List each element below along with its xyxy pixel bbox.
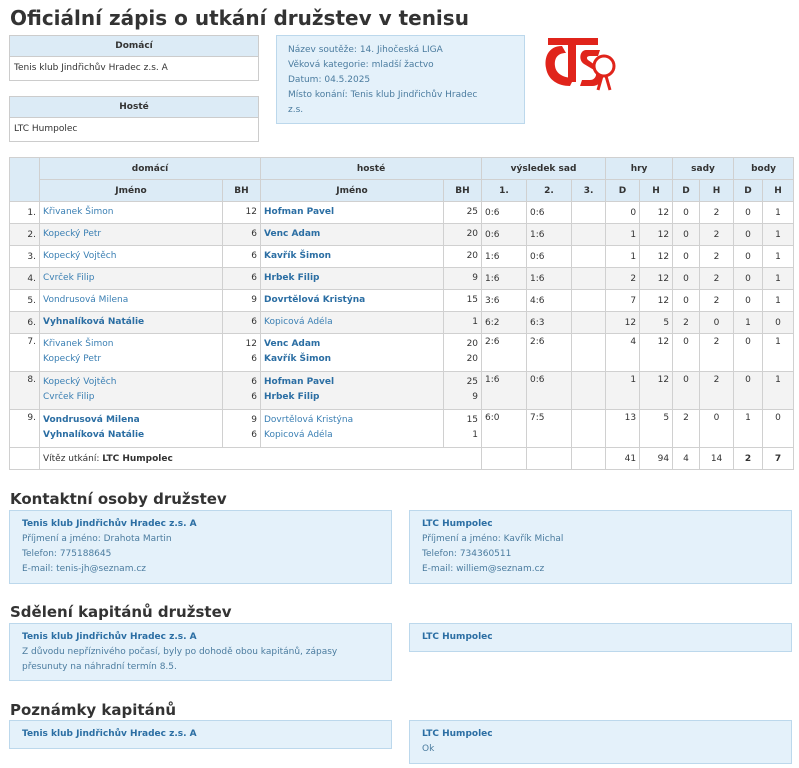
- home-bh: [223, 224, 261, 246]
- set2-score: 0:6: [527, 372, 572, 410]
- row-number: 4.: [10, 268, 40, 290]
- guest-contact-card: [409, 510, 792, 584]
- player-name[interactable]: Dovrtělová Kristýna: [264, 295, 366, 305]
- player-name[interactable]: Venc Adam: [264, 229, 321, 239]
- player-bh: 9: [251, 415, 257, 425]
- guest-notes-card: [409, 720, 792, 764]
- match-date: Datum: 04.5.2025: [288, 75, 371, 85]
- points-d: 0: [734, 202, 763, 224]
- home-name-col: Jméno: [40, 180, 223, 202]
- set3-score: [572, 334, 606, 372]
- total-sets-h: 14: [700, 448, 734, 470]
- home-bh: [223, 202, 261, 224]
- points-h: 0: [763, 410, 794, 448]
- games-d: 7: [606, 290, 640, 312]
- match-winner: [40, 448, 482, 470]
- points-d: 0: [734, 372, 763, 410]
- player-name[interactable]: Kopicová Adéla: [264, 317, 333, 327]
- player-bh: 6: [251, 377, 257, 387]
- guest-players: [261, 334, 444, 372]
- games-h: 12: [640, 290, 673, 312]
- guest-bh: [444, 224, 482, 246]
- player-bh: 6: [251, 392, 257, 402]
- player-bh: 12: [245, 339, 257, 349]
- guest-bh: [444, 290, 482, 312]
- age-category: Věková kategorie: mladší žactvo: [288, 60, 434, 70]
- set1-score: 1:6: [482, 372, 527, 410]
- sets-h: 2: [700, 224, 734, 246]
- set2-score: 2:6: [527, 334, 572, 372]
- set2-col: 2.: [527, 180, 572, 202]
- row-number: 8.: [10, 372, 40, 410]
- home-bh: [223, 312, 261, 334]
- home-players: [40, 410, 223, 448]
- home-contact-name: Příjmení a jméno: Drahota Martin: [22, 534, 172, 544]
- row-number: 5.: [10, 290, 40, 312]
- guest-team-box: [9, 96, 259, 142]
- guest-team-name: LTC Humpolec: [14, 124, 78, 134]
- guest-notes-team: LTC Humpolec: [422, 729, 493, 739]
- points-h: 1: [763, 246, 794, 268]
- player-bh: 12: [245, 207, 257, 217]
- match-row: [10, 372, 794, 410]
- points-d-col: D: [734, 180, 763, 202]
- points-d: 0: [734, 290, 763, 312]
- home-players: [40, 334, 223, 372]
- set1-score: 3:6: [482, 290, 527, 312]
- player-bh: 6: [251, 273, 257, 283]
- set3-score: [572, 202, 606, 224]
- player-bh: 6: [251, 229, 257, 239]
- guest-name-col: Jméno: [261, 180, 444, 202]
- player-name[interactable]: Vyhnalíková Natálie: [43, 430, 145, 440]
- set3-score: [572, 290, 606, 312]
- sets-d: 2: [673, 312, 700, 334]
- home-contact-card: [9, 510, 392, 584]
- games-h: 12: [640, 268, 673, 290]
- guest-players: [261, 202, 444, 224]
- sets-h: 2: [700, 334, 734, 372]
- total-blank: [527, 448, 572, 470]
- guest-notes-text: Ok: [422, 744, 435, 754]
- home-players: [40, 268, 223, 290]
- set2-score: 0:6: [527, 202, 572, 224]
- player-bh: 15: [466, 415, 479, 425]
- points-d: 0: [734, 334, 763, 372]
- home-players: [40, 372, 223, 410]
- guest-players: [261, 312, 444, 334]
- home-notes-team: Tenis klub Jindřichův Hradec z.s. A: [22, 729, 197, 739]
- guest-bh: [444, 202, 482, 224]
- sets-h: 2: [700, 246, 734, 268]
- total-points-d: 2: [734, 448, 763, 470]
- guest-captain-card: [409, 623, 792, 652]
- sets-d: 0: [673, 202, 700, 224]
- points-h: 1: [763, 290, 794, 312]
- sets-h: 2: [700, 290, 734, 312]
- guest-captain-team: LTC Humpolec: [422, 632, 493, 642]
- home-team-header: Domácí: [10, 36, 258, 57]
- guest-players: [261, 410, 444, 448]
- player-bh: 25: [466, 377, 479, 387]
- sets-h: 2: [700, 372, 734, 410]
- set1-score: 1:6: [482, 268, 527, 290]
- club-logo-icon: [540, 32, 620, 94]
- guest-players: [261, 268, 444, 290]
- sets-header: sady: [673, 158, 734, 180]
- guest-bh: [444, 372, 482, 410]
- games-h: 12: [640, 246, 673, 268]
- match-row: [10, 246, 794, 268]
- set1-col: 1.: [482, 180, 527, 202]
- home-notes-card: [9, 720, 392, 749]
- player-name[interactable]: Vyhnalíková Natálie: [43, 317, 145, 327]
- set1-score: 6:0: [482, 410, 527, 448]
- sets-d: 0: [673, 372, 700, 410]
- match-row: [10, 202, 794, 224]
- set3-score: [572, 246, 606, 268]
- games-h: 12: [640, 334, 673, 372]
- player-name[interactable]: Kopecký Petr: [43, 229, 102, 239]
- player-name[interactable]: Hofman Pavel: [264, 207, 335, 217]
- set1-score: 6:2: [482, 312, 527, 334]
- player-name[interactable]: Hrbek Filip: [264, 273, 320, 283]
- games-header: hry: [606, 158, 673, 180]
- player-bh: 15: [466, 295, 479, 305]
- games-h: 5: [640, 312, 673, 334]
- row-number: 1.: [10, 202, 40, 224]
- set-results-header: výsledek sad: [482, 158, 606, 180]
- player-bh: 20: [466, 354, 479, 364]
- set2-score: 6:3: [527, 312, 572, 334]
- player-name[interactable]: Kavřík Šimon: [264, 354, 332, 364]
- set3-score: [572, 224, 606, 246]
- total-points-h: 7: [763, 448, 794, 470]
- points-h: 1: [763, 224, 794, 246]
- games-d: 1: [606, 372, 640, 410]
- home-team-box: [9, 35, 259, 81]
- player-name[interactable]: Vondrusová Milena: [43, 415, 140, 425]
- points-h: 1: [763, 372, 794, 410]
- sets-h: 0: [700, 312, 734, 334]
- points-h-col: H: [763, 180, 794, 202]
- home-contact-email: E-mail: tenis-jh@seznam.cz: [22, 564, 146, 574]
- games-d: 1: [606, 246, 640, 268]
- set1-score: 2:6: [482, 334, 527, 372]
- sets-d: 0: [673, 334, 700, 372]
- home-players: [40, 290, 223, 312]
- games-d: 13: [606, 410, 640, 448]
- guest-contact-phone: Telefon: 734360511: [422, 549, 512, 559]
- home-bh: [223, 268, 261, 290]
- match-row: [10, 268, 794, 290]
- home-bh: [223, 246, 261, 268]
- games-d: 0: [606, 202, 640, 224]
- player-bh: 25: [466, 207, 479, 217]
- player-bh: 6: [251, 317, 257, 327]
- player-bh: 1: [472, 430, 479, 440]
- points-d: 1: [734, 410, 763, 448]
- guest-players: [261, 246, 444, 268]
- home-bh-col: BH: [223, 180, 261, 202]
- points-d: 1: [734, 312, 763, 334]
- home-players: [40, 246, 223, 268]
- sets-h-col: H: [700, 180, 734, 202]
- home-players: [40, 224, 223, 246]
- player-bh: 20: [466, 251, 479, 261]
- games-h-col: H: [640, 180, 673, 202]
- games-d: 4: [606, 334, 640, 372]
- sets-d: 0: [673, 224, 700, 246]
- contacts-heading: Kontaktní osoby družstev: [10, 490, 227, 508]
- match-venue: Místo konání: Tenis klub Jindřichův Hradec z.s.: [288, 90, 478, 115]
- player-name[interactable]: Dovrtělová Kristýna: [264, 415, 354, 425]
- games-d: 1: [606, 224, 640, 246]
- games-h: 12: [640, 372, 673, 410]
- guest-players: [261, 290, 444, 312]
- total-blank: [572, 448, 606, 470]
- captains-heading: Sdělení kapitánů družstev: [10, 603, 232, 621]
- player-name[interactable]: Křivanek Šimon: [43, 207, 114, 217]
- set3-score: [572, 372, 606, 410]
- total-blank: [482, 448, 527, 470]
- match-row: [10, 410, 794, 448]
- sets-d: 0: [673, 268, 700, 290]
- player-bh: 9: [251, 295, 257, 305]
- notes-heading: Poznámky kapitánů: [10, 701, 177, 719]
- home-captain-message: Z důvodu nepříznivého počasí, byly po dohodě obou kapitánů, zápasy přesunuty na náhradní termín 8.5.: [22, 647, 338, 672]
- sets-d: 2: [673, 410, 700, 448]
- guest-bh-col: BH: [444, 180, 482, 202]
- home-players: [40, 312, 223, 334]
- sets-d-col: D: [673, 180, 700, 202]
- player-bh: 6: [251, 354, 257, 364]
- player-name[interactable]: Cvrček Filip: [43, 273, 95, 283]
- home-contact-phone: Telefon: 775188645: [22, 549, 112, 559]
- set2-score: 0:6: [527, 246, 572, 268]
- results-table: [9, 157, 794, 470]
- set2-score: 7:5: [527, 410, 572, 448]
- set1-score: 0:6: [482, 224, 527, 246]
- sets-d: 0: [673, 290, 700, 312]
- player-bh: 9: [472, 392, 479, 402]
- player-name[interactable]: Kopecký Vojtěch: [43, 377, 117, 387]
- sets-d: 0: [673, 246, 700, 268]
- player-bh: 20: [466, 229, 479, 239]
- player-bh: 6: [251, 251, 257, 261]
- guest-players: [261, 224, 444, 246]
- guest-bh: [444, 334, 482, 372]
- player-name[interactable]: Kopicová Adéla: [264, 430, 333, 440]
- player-name[interactable]: Kopecký Petr: [43, 354, 102, 364]
- sets-h: 2: [700, 202, 734, 224]
- set3-col: 3.: [572, 180, 606, 202]
- set2-score: 1:6: [527, 268, 572, 290]
- match-row: [10, 312, 794, 334]
- home-captain-team: Tenis klub Jindřichův Hradec z.s. A: [22, 632, 197, 642]
- home-team-name: Tenis klub Jindřichův Hradec z.s. A: [14, 63, 168, 73]
- points-header: body: [734, 158, 794, 180]
- guest-contact-name: Příjmení a jméno: Kavřík Michal: [422, 534, 564, 544]
- guest-contact-team: LTC Humpolec: [422, 519, 493, 529]
- player-bh: 1: [472, 317, 479, 327]
- set1-score: 0:6: [482, 202, 527, 224]
- points-d: 0: [734, 246, 763, 268]
- points-h: 1: [763, 334, 794, 372]
- total-games-h: 94: [640, 448, 673, 470]
- home-contact-team: Tenis klub Jindřichův Hradec z.s. A: [22, 519, 197, 529]
- player-bh: 20: [466, 339, 479, 349]
- home-group-header: domácí: [40, 158, 261, 180]
- guest-bh: [444, 312, 482, 334]
- games-h: 5: [640, 410, 673, 448]
- match-row: [10, 224, 794, 246]
- guest-bh: [444, 268, 482, 290]
- player-bh: 6: [251, 430, 257, 440]
- guest-players: [261, 372, 444, 410]
- row-number: 6.: [10, 312, 40, 334]
- total-sets-d: 4: [673, 448, 700, 470]
- player-name[interactable]: Kopecký Vojtěch: [43, 251, 117, 261]
- row-number: 3.: [10, 246, 40, 268]
- games-h: 12: [640, 202, 673, 224]
- guest-team-header: Hosté: [10, 97, 258, 118]
- set3-score: [572, 268, 606, 290]
- games-h: 12: [640, 224, 673, 246]
- row-number: 7.: [10, 334, 40, 372]
- match-info-box: [276, 35, 525, 124]
- player-bh: 9: [472, 273, 479, 283]
- points-h: 0: [763, 312, 794, 334]
- guest-contact-email: E-mail: williem@seznam.cz: [422, 564, 545, 574]
- guest-group-header: hosté: [261, 158, 482, 180]
- home-players: [40, 202, 223, 224]
- row-number: 2.: [10, 224, 40, 246]
- set3-score: [572, 312, 606, 334]
- player-name[interactable]: Cvrček Filip: [43, 392, 95, 402]
- set2-score: 4:6: [527, 290, 572, 312]
- winner-team: LTC Humpolec: [102, 453, 173, 464]
- games-d: 2: [606, 268, 640, 290]
- guest-bh: [444, 410, 482, 448]
- points-d: 0: [734, 224, 763, 246]
- player-name[interactable]: Křivanek Šimon: [43, 339, 114, 349]
- home-bh: [223, 290, 261, 312]
- sets-h: 2: [700, 268, 734, 290]
- row-number: 9.: [10, 410, 40, 448]
- match-row: [10, 290, 794, 312]
- row-number-header: [10, 158, 40, 202]
- home-bh: [223, 334, 261, 372]
- match-row: [10, 334, 794, 372]
- player-name[interactable]: Vondrusová Milena: [43, 295, 129, 305]
- total-games-d: 41: [606, 448, 640, 470]
- home-bh: [223, 410, 261, 448]
- set1-score: 1:6: [482, 246, 527, 268]
- games-d-col: D: [606, 180, 640, 202]
- page-title: Oficiální zápis o utkání družstev v tenisu: [10, 6, 469, 30]
- games-d: 12: [606, 312, 640, 334]
- home-captain-card: [9, 623, 392, 681]
- sets-h: 0: [700, 410, 734, 448]
- guest-bh: [444, 246, 482, 268]
- player-name[interactable]: Hrbek Filip: [264, 392, 320, 402]
- competition-name: Název soutěže: 14. Jihočeská LIGA: [288, 45, 443, 55]
- player-name[interactable]: Hofman Pavel: [264, 377, 335, 387]
- player-name[interactable]: Venc Adam: [264, 339, 321, 349]
- home-bh: [223, 372, 261, 410]
- points-h: 1: [763, 202, 794, 224]
- total-blank: [10, 448, 40, 470]
- points-h: 1: [763, 268, 794, 290]
- points-d: 0: [734, 268, 763, 290]
- winner-label: Vítěz utkání:: [43, 453, 103, 464]
- player-name[interactable]: Kavřík Šimon: [264, 251, 332, 261]
- set2-score: 1:6: [527, 224, 572, 246]
- set3-score: [572, 410, 606, 448]
